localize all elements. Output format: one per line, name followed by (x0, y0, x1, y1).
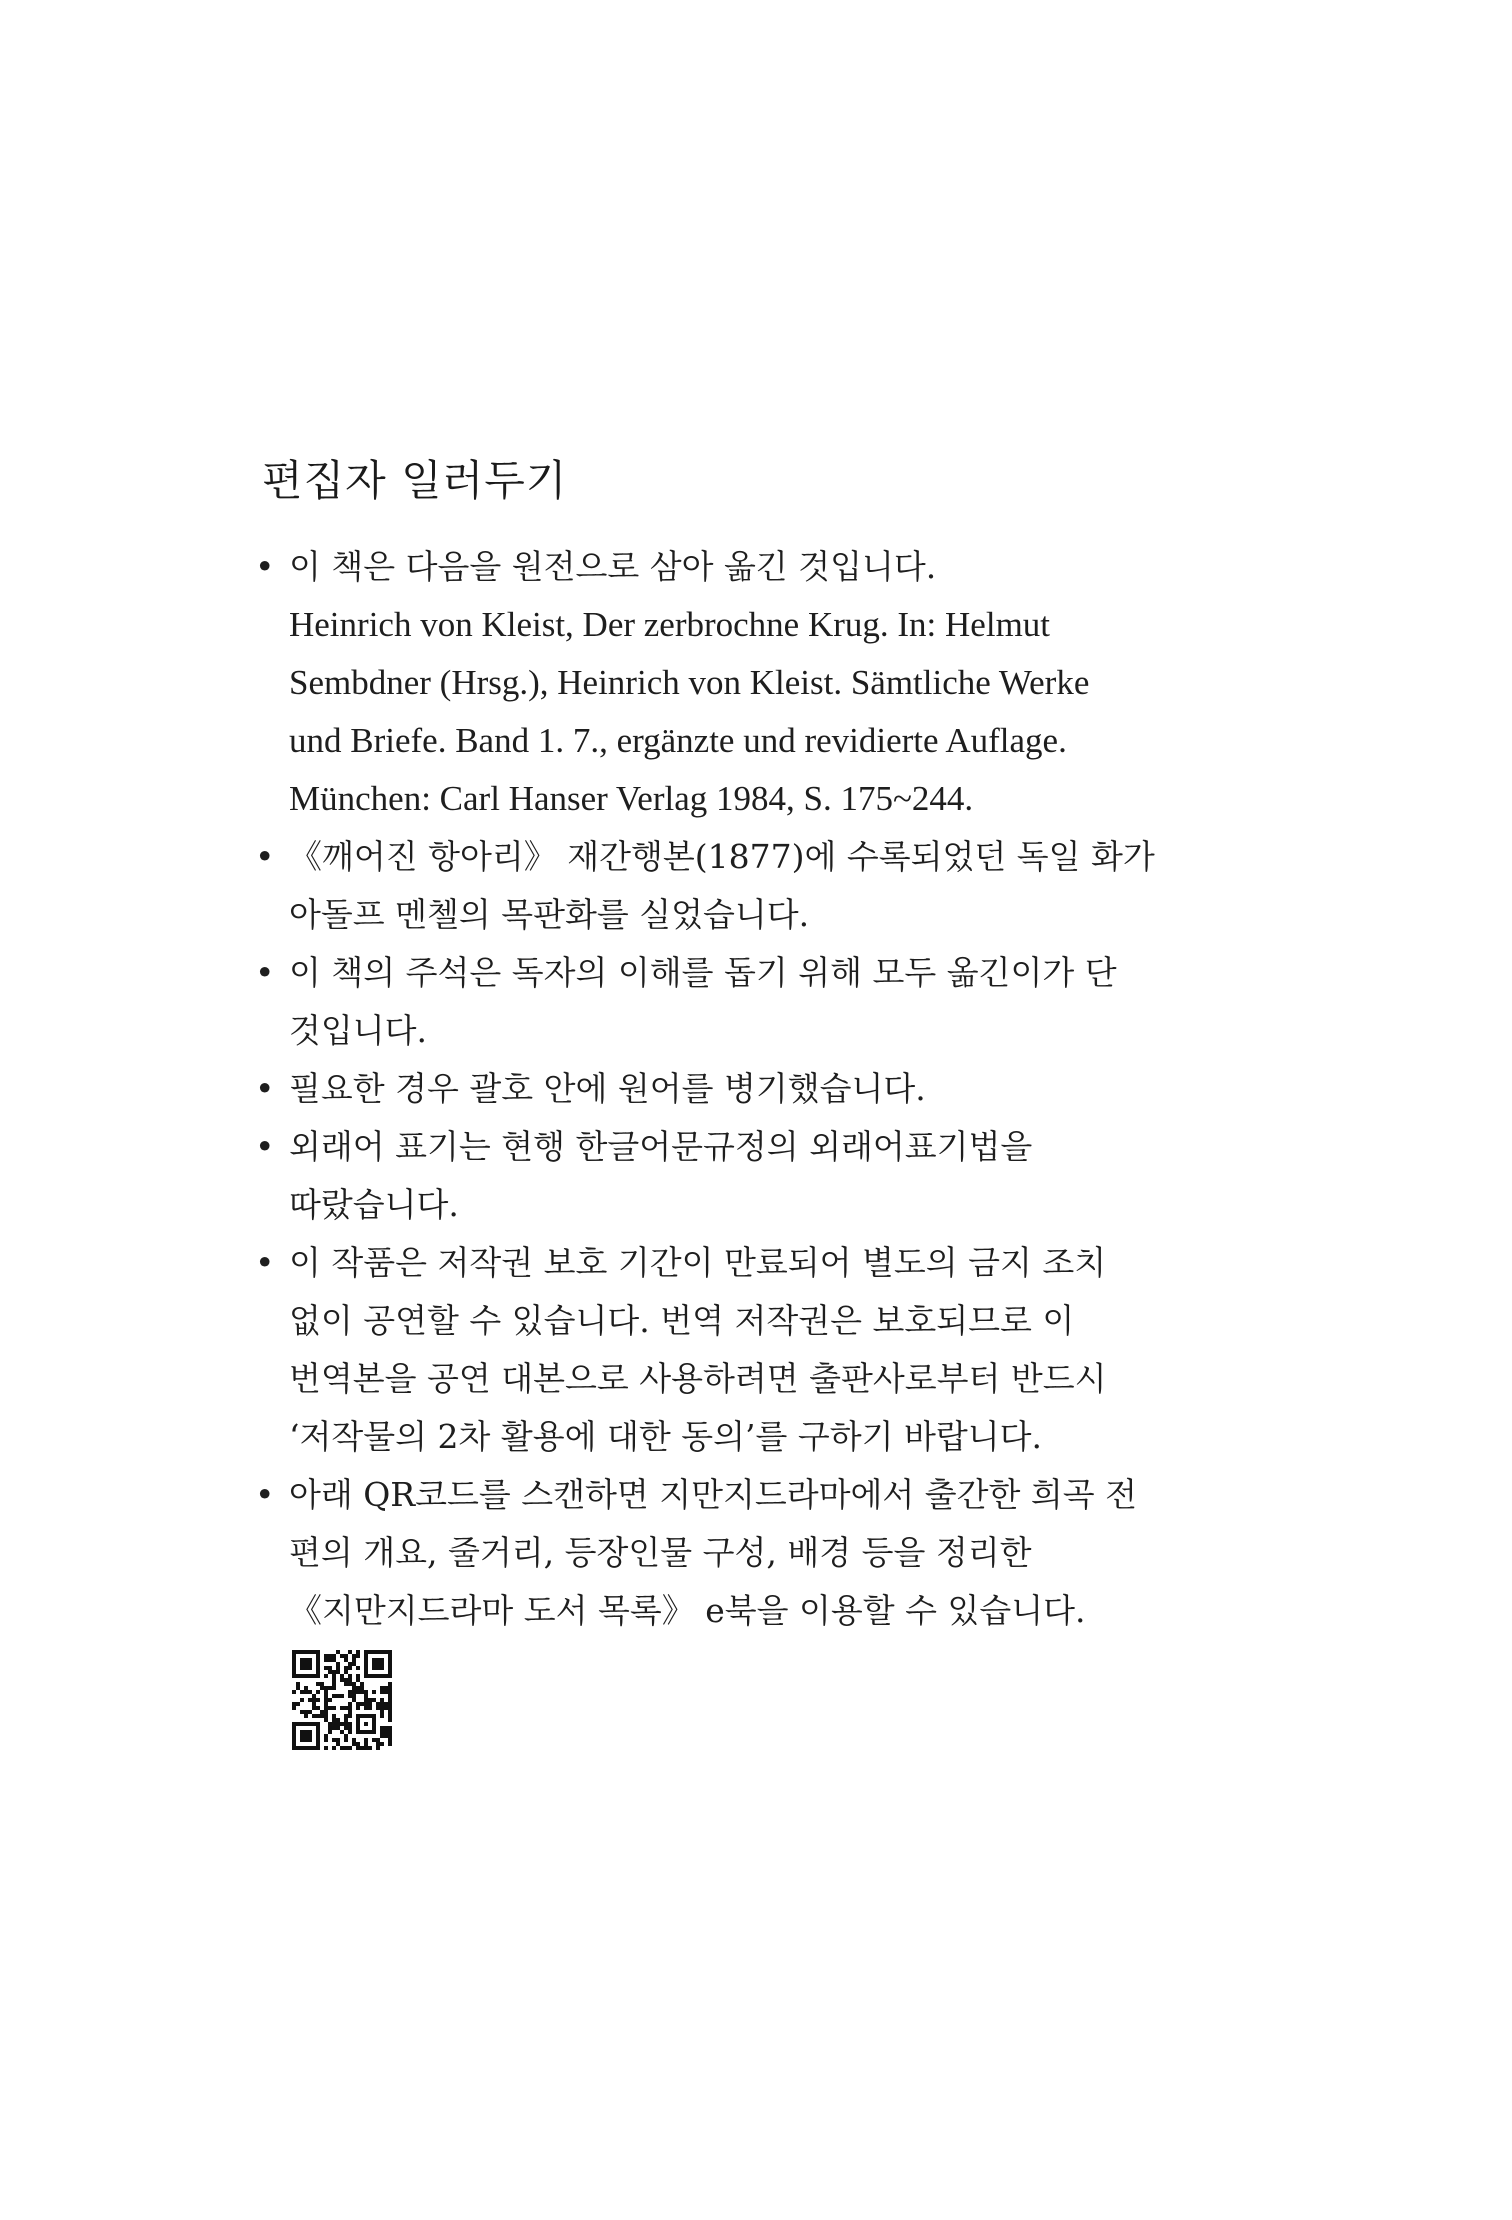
note-line: 이 책의 주석은 독자의 이해를 돕기 위해 모두 옮긴이가 단 (289, 953, 1117, 992)
note-item-annotations (255, 944, 1255, 1060)
note-item-transliteration (255, 1118, 1255, 1234)
note-line: Sembdner (Hrsg.), Heinrich von Kleist. Sämtliche Werke (289, 663, 1090, 702)
note-line: 필요한 경우 괄호 안에 원어를 병기했습니다. (289, 1069, 926, 1108)
bullet: • (255, 837, 275, 876)
notes-list (255, 538, 1255, 1640)
qr-code-icon[interactable] (292, 1650, 392, 1750)
note-line: 《지만지드라마 도서 목록》 e북을 이용할 수 있습니다. (289, 1591, 1086, 1630)
note-line: 이 책은 다음을 원전으로 삼아 옮긴 것입니다. (289, 547, 937, 586)
note-line: ‘저작물의 2차 활용에 대한 동의’를 구하기 바랍니다. (289, 1417, 1042, 1456)
note-item-source (255, 538, 1255, 828)
note-line: München: Carl Hanser Verlag 1984, S. 175~244. (289, 779, 974, 818)
note-line: 없이 공연할 수 있습니다. 번역 저작권은 보호되므로 이 (289, 1301, 1075, 1340)
page-title: 편집자 일러두기 (262, 456, 568, 505)
bullet: • (255, 1069, 275, 1108)
bullet: • (255, 1475, 275, 1514)
note-item-woodcuts (255, 828, 1255, 944)
note-line: 아돌프 멘첼의 목판화를 실었습니다. (289, 895, 810, 934)
note-line: 외래어 표기는 현행 한글어문규정의 외래어표기법을 (289, 1127, 1033, 1166)
note-line: 번역본을 공연 대본으로 사용하려면 출판사로부터 반드시 (289, 1359, 1107, 1398)
note-item-original-terms (255, 1060, 1255, 1118)
note-line: 《깨어진 항아리》 재간행본(1877)에 수록되었던 독일 화가 (289, 837, 1155, 876)
note-line: 이 작품은 저작권 보호 기간이 만료되어 별도의 금지 조치 (289, 1243, 1107, 1282)
note-item-qr (255, 1466, 1255, 1640)
bullet: • (255, 547, 275, 586)
bullet: • (255, 1127, 275, 1166)
note-line: 것입니다. (289, 1011, 428, 1050)
note-line: 아래 QR코드를 스캔하면 지만지드라마에서 출간한 희곡 전 (289, 1475, 1138, 1514)
note-item-copyright (255, 1234, 1255, 1466)
note-line: 편의 개요, 줄거리, 등장인물 구성, 배경 등을 정리한 (289, 1533, 1032, 1572)
note-line: Heinrich von Kleist, Der zerbrochne Krug. In: Helmut (289, 605, 1051, 644)
bullet: • (255, 953, 275, 992)
bullet: • (255, 1243, 275, 1282)
note-line: und Briefe. Band 1. 7., ergänzte und revidierte Auflage. (289, 721, 1067, 760)
note-line: 따랐습니다. (289, 1185, 459, 1224)
